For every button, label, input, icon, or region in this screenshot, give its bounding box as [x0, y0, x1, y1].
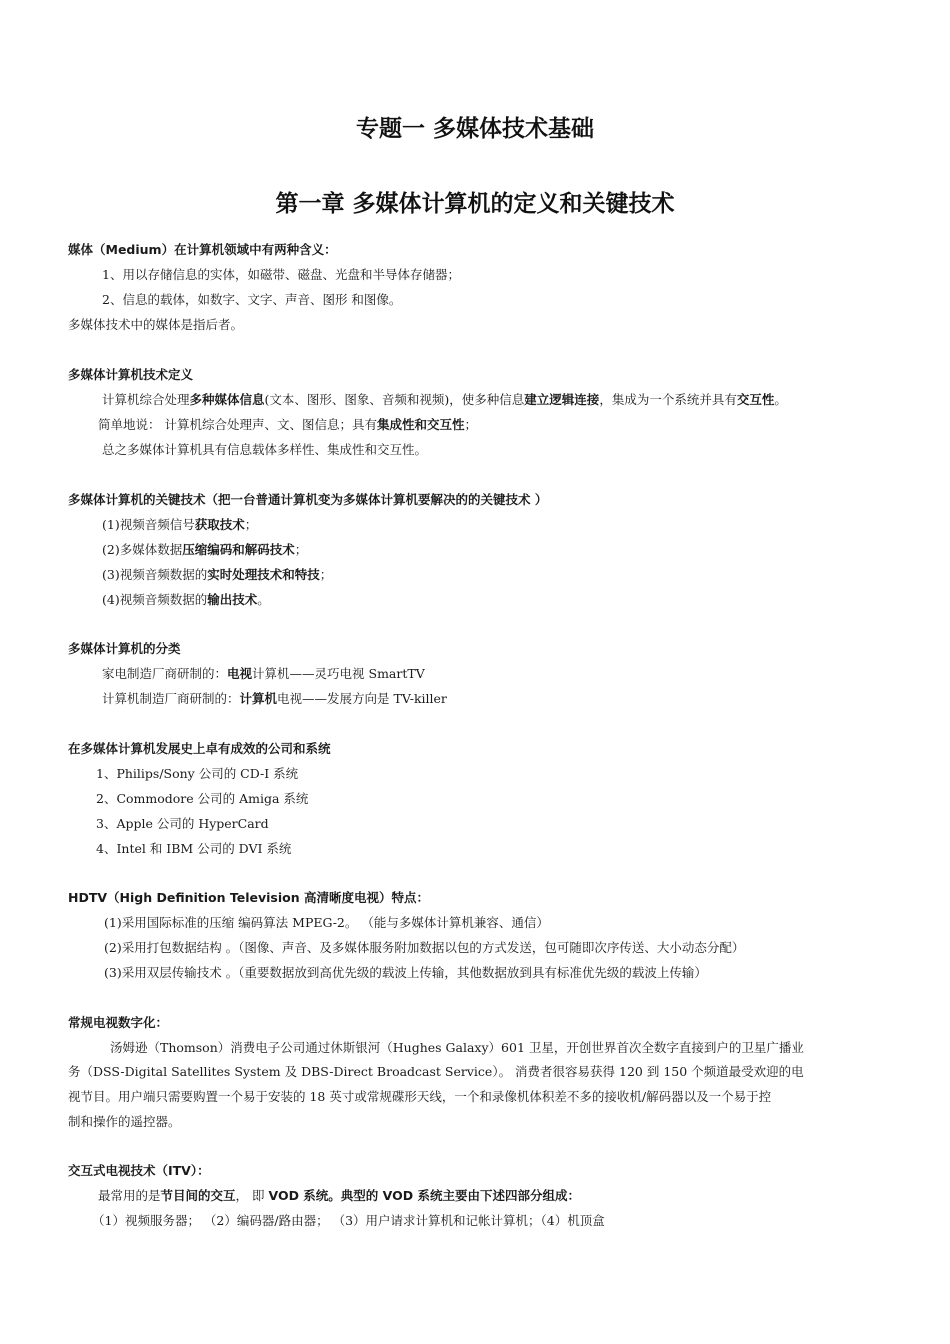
- classification-heading: 多媒体计算机的分类: [68, 641, 181, 656]
- itv-line-1: [98, 1188, 580, 1204]
- digitization-paragraph-line: 汤姆逊（Thomson）消费电子公司通过休斯银河（Hughes Galaxy）601 卫星，开创世界首次全数字直接到户的卫星广播业: [110, 1040, 804, 1055]
- key-tech-item-3: [102, 567, 332, 583]
- classification-line-2: [102, 691, 447, 707]
- emphasis-text: 多种媒体信息: [189, 392, 265, 407]
- key-tech-item-1: [102, 517, 257, 533]
- text-run: 。: [257, 592, 270, 607]
- history-item: 4、Intel 和 IBM 公司的 DVI 系统: [96, 841, 292, 856]
- hdtv-heading: HDTV（High Definition Television 高清晰度电视）特点：: [68, 890, 429, 905]
- emphasis-text: 集成性和交互性: [376, 417, 465, 432]
- text-run: (4)视频音频数据的: [102, 592, 208, 607]
- emphasis-text: 压缩编码和解码技术: [182, 542, 295, 557]
- text-run: (2)多媒体数据: [102, 542, 183, 557]
- definition-heading: 多媒体计算机技术定义: [68, 367, 194, 382]
- emphasis-text: 输出技术: [207, 592, 258, 607]
- definition-line-2: [98, 417, 477, 433]
- text-run: 计算机综合处理: [102, 392, 190, 407]
- definition-line-1: [102, 392, 787, 408]
- classification-line-1: [102, 666, 425, 682]
- text-run: ；: [319, 567, 333, 582]
- text-run: (文本、图形、图象、音频和视频)，使多种信息: [264, 392, 525, 407]
- text-run: (3)视频音频数据的: [102, 567, 208, 582]
- text-run: 计算机制造厂商研制的：: [102, 691, 240, 706]
- history-item: 3、Apple 公司的 HyperCard: [96, 816, 269, 831]
- chapter-title: 第一章 多媒体计算机的定义和关键技术: [275, 191, 675, 217]
- key-tech-heading: 多媒体计算机的关键技术（把一台普通计算机变为多媒体计算机要解决的的关键技术 ）: [68, 492, 548, 507]
- hdtv-item: (2)采用打包数据结构 。（图像、声音、及多媒体服务附加数据以包的方式发送，包可随即次序传送、大小动态分配）: [104, 940, 745, 955]
- text-run: 。: [774, 392, 787, 407]
- text-run: 简单地说： 计算机综合处理声、文、图信息；具有: [98, 417, 377, 432]
- text-run: ；: [464, 417, 478, 432]
- text-run: (1)视频音频信号: [102, 517, 195, 532]
- text-run: 计算机——灵巧电视 SmartTV: [252, 666, 425, 681]
- key-tech-item-4: [102, 592, 270, 608]
- itv-line-2: （1）视频服务器； （2）编码器/路由器； （3）用户请求计算机和记帐计算机；（4）机顶盒: [92, 1213, 605, 1228]
- key-tech-item-2: [102, 542, 307, 558]
- text-run: ；: [244, 517, 258, 532]
- history-heading: 在多媒体计算机发展史上卓有成效的公司和系统: [68, 741, 331, 756]
- emphasis-text: 获取技术: [194, 517, 245, 532]
- emphasis-text: 电视: [227, 666, 253, 681]
- emphasis-text: VOD 系统。典型的 VOD 系统主要由下述四部分组成：: [268, 1188, 580, 1203]
- emphasis-text: 节目间的交互: [160, 1188, 236, 1203]
- history-item: 2、Commodore 公司的 Amiga 系统: [96, 791, 309, 806]
- text-run: 电视——发展方向是 TV-killer: [277, 691, 447, 706]
- media-note: 多媒体技术中的媒体是指后者。: [68, 317, 244, 332]
- history-item: 1、Philips/Sony 公司的 CD-I 系统: [96, 766, 299, 781]
- text-run: 最常用的是: [98, 1188, 161, 1203]
- emphasis-text: 实时处理技术和特技: [207, 567, 320, 582]
- media-heading: 媒体（Medium）在计算机领域中有两种含义：: [68, 242, 337, 257]
- text-run: 家电制造厂商研制的：: [102, 666, 228, 681]
- media-item-1: 1、用以存储信息的实体，如磁带、磁盘、光盘和半导体存储器；: [102, 267, 460, 282]
- media-item-2: 2、信息的载体，如数字、文字、声音、图形 和图像。: [102, 292, 402, 307]
- itv-heading: 交互式电视技术（ITV）：: [68, 1163, 210, 1178]
- digitization-heading: 常规电视数字化：: [68, 1015, 169, 1030]
- hdtv-item: (1)采用国际标准的压缩 编码算法 MPEG-2。 （能与多媒体计算机兼容、通信）: [104, 915, 549, 930]
- hdtv-item: (3)采用双层传输技术 。（重要数据放到高优先级的载波上传输，其他数据放到具有标准优先级的载波上传输）: [104, 965, 707, 980]
- definition-line-3: 总之多媒体计算机具有信息载体多样性、集成性和交互性。: [102, 442, 428, 457]
- text-run: ， 即: [235, 1188, 269, 1203]
- text-run: ，集成为一个系统并具有: [599, 392, 737, 407]
- text-run: ；: [294, 542, 308, 557]
- emphasis-text: 交互性: [736, 392, 775, 407]
- emphasis-text: 建立逻辑连接: [524, 392, 600, 407]
- digitization-paragraph-line: 制和操作的遥控器。: [68, 1114, 181, 1129]
- digitization-paragraph-line: 务（DSS-Digital Satellites System 及 DBS-Direct Broadcast Service）。 消费者很容易获得 120 到 150 个频道最受欢迎的电: [68, 1064, 804, 1079]
- digitization-paragraph-line: 视节目。用户端只需要购置一个易于安装的 18 英寸或常规碟形天线，一个和录像机体积差不多的接收机/解码器以及一个易于控: [68, 1089, 772, 1104]
- emphasis-text: 计算机: [239, 691, 278, 706]
- topic-title: 专题一 多媒体技术基础: [355, 116, 594, 142]
